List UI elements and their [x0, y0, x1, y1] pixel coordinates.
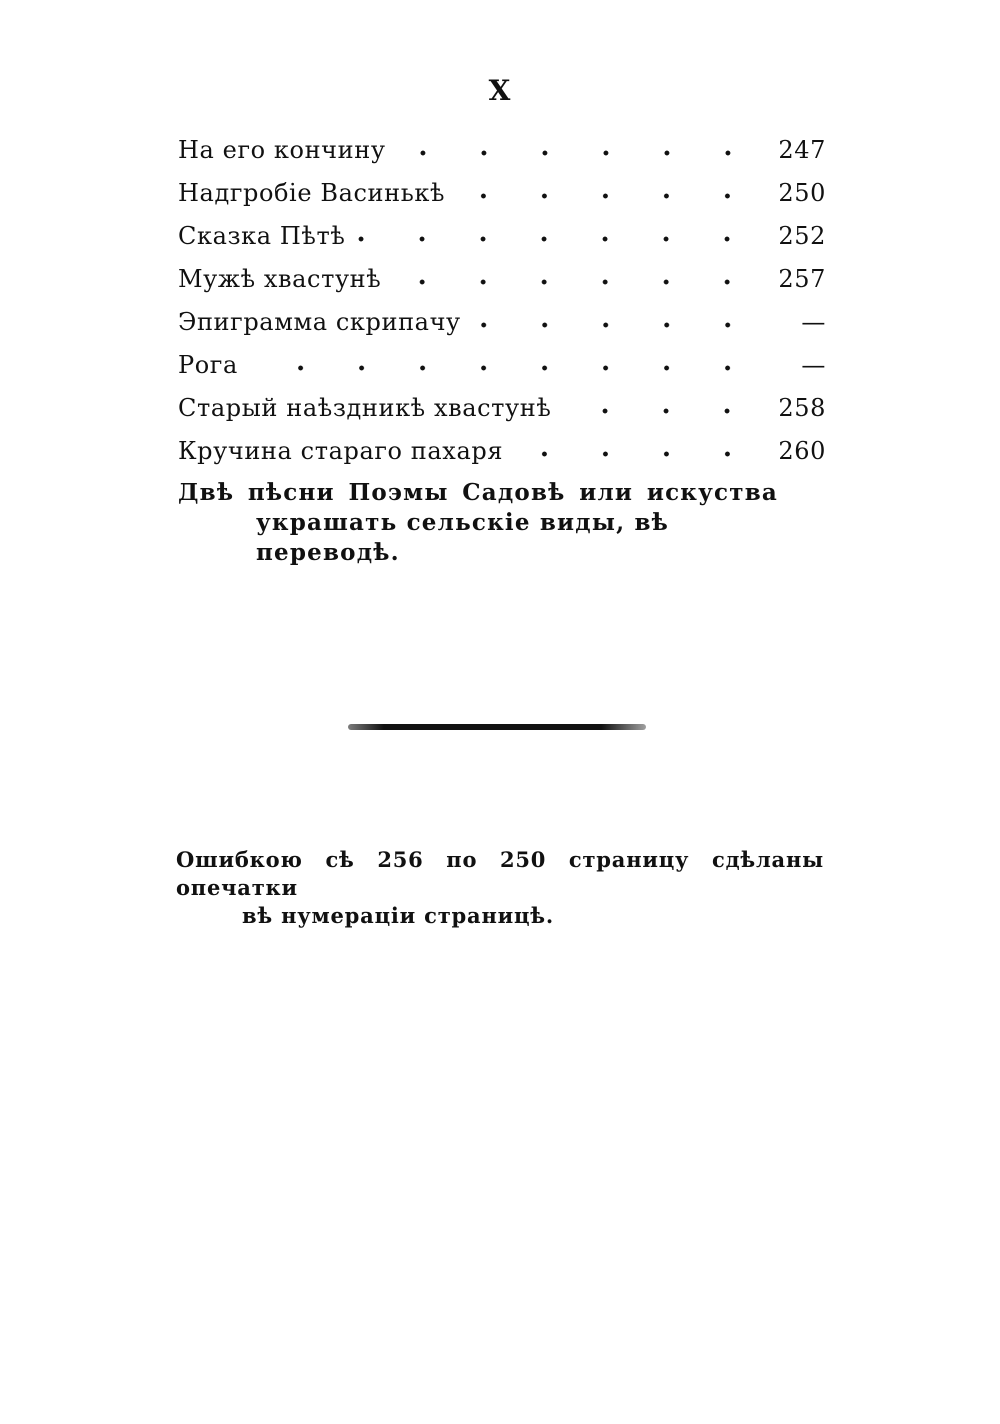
- toc-entry-page: —: [801, 307, 826, 336]
- dot-leader: [513, 450, 758, 458]
- toc-entry-page: 252: [778, 221, 826, 250]
- toc-entry-title: Рога: [178, 351, 248, 379]
- dot-leader: [396, 149, 758, 157]
- toc-entry: [178, 171, 828, 214]
- toc-entry-page: 258: [778, 393, 826, 422]
- toc-entry-title: Надгробіе Васинькѣ: [178, 179, 455, 207]
- table-of-contents: [178, 128, 828, 568]
- toc-entry-title: Кручина стараго пахаря: [178, 437, 513, 465]
- toc-entry: [178, 214, 828, 257]
- toc-entry: [178, 429, 828, 472]
- toc-entry-title: Эпиграмма скрипачу: [178, 308, 471, 336]
- errata-note: [176, 846, 824, 930]
- section-divider: [348, 724, 646, 730]
- toc-entry: [178, 128, 828, 171]
- toc-entry: [178, 386, 828, 429]
- dot-leader: [455, 192, 758, 200]
- toc-entry: [178, 257, 828, 300]
- toc-entry-title: Сказка Пѣтѣ: [178, 222, 355, 250]
- errata-line1: Ошибкою сѣ 256 по 250 страницу сдѣланы опечатки: [176, 847, 824, 900]
- toc-entry: [178, 300, 828, 343]
- dot-leader: [355, 235, 758, 243]
- dot-leader: [471, 321, 758, 329]
- dot-leader: [391, 278, 758, 286]
- toc-entry-page: 250: [778, 178, 826, 207]
- toc-entry-page: 260: [778, 436, 826, 465]
- dot-leader: [248, 364, 758, 372]
- toc-entry-page: 247: [778, 135, 826, 164]
- toc-entry-multiline: [178, 478, 778, 568]
- toc-entry-line1: Двѣ пѣсни Поэмы Садовѣ или искуства: [178, 479, 778, 506]
- dot-leader: [561, 407, 758, 415]
- toc-entry-title: Старый наѣздникѣ хвастунѣ: [178, 394, 561, 422]
- toc-entry: [178, 343, 828, 386]
- toc-entry-title: На его кончину: [178, 136, 396, 164]
- toc-entry-line2: украшать сельскіе виды, вѣ переводѣ.: [256, 509, 670, 566]
- toc-entry-page: —: [801, 350, 826, 379]
- errata-line2: вѣ нумераціи страницѣ.: [242, 903, 554, 928]
- toc-entry-title: Мужѣ хвастунѣ: [178, 265, 391, 293]
- page-number: X: [488, 74, 512, 107]
- toc-entry-page: 257: [778, 264, 826, 293]
